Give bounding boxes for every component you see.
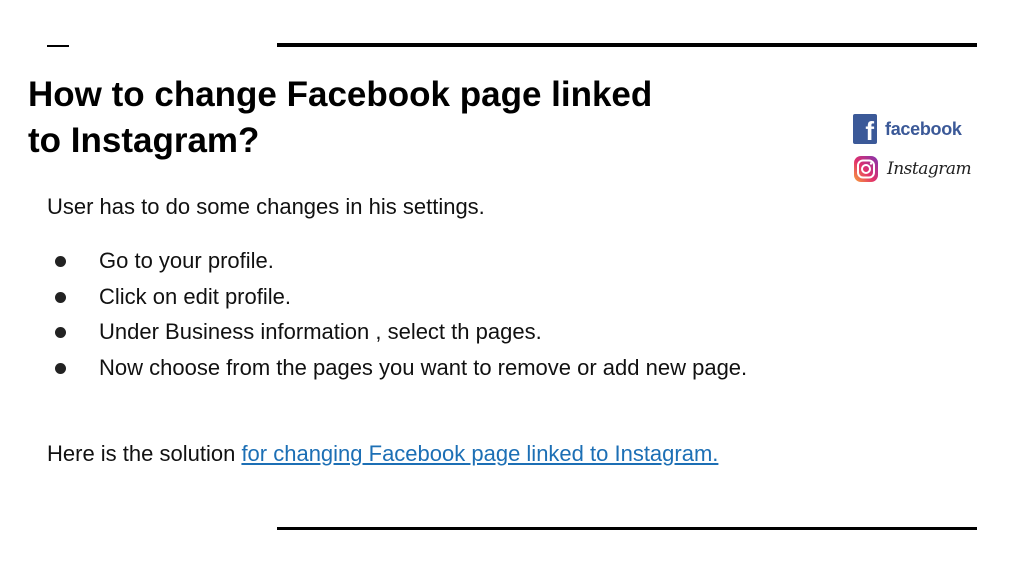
facebook-wordmark: facebook [885, 118, 962, 139]
intro-text: User has to do some changes in his settings. [47, 194, 485, 219]
top-divider [277, 43, 977, 47]
step-text: Go to your profile. [99, 248, 274, 273]
bottom-divider [277, 527, 977, 530]
bullet-icon [55, 292, 66, 303]
facebook-logo [853, 113, 962, 145]
slide-title: How to change Facebook page linked to Instagram? [28, 75, 653, 160]
list-item [47, 279, 767, 315]
solution-paragraph [47, 436, 747, 472]
bullet-icon [55, 327, 66, 338]
instagram-wordmark: Instagram [887, 159, 972, 179]
social-logos [853, 113, 972, 188]
solution-prefix: Here is the solution [47, 441, 242, 466]
facebook-icon: f [853, 114, 877, 144]
instagram-icon [853, 154, 879, 184]
list-item [47, 350, 767, 386]
solution-link[interactable]: for changing Facebook page linked to Instagram. [241, 441, 719, 466]
bullet-icon [55, 363, 66, 374]
step-text: Under Business information , select th pages. [99, 319, 542, 344]
title-accent-dash [47, 45, 69, 47]
list-item [47, 243, 767, 279]
bullet-icon [55, 256, 66, 267]
step-text: Now choose from the pages you want to remove or add new page. [99, 354, 748, 380]
list-item [47, 314, 767, 350]
instagram-logo [853, 153, 971, 185]
steps-list [47, 243, 767, 385]
step-text: Click on edit profile. [99, 283, 291, 309]
